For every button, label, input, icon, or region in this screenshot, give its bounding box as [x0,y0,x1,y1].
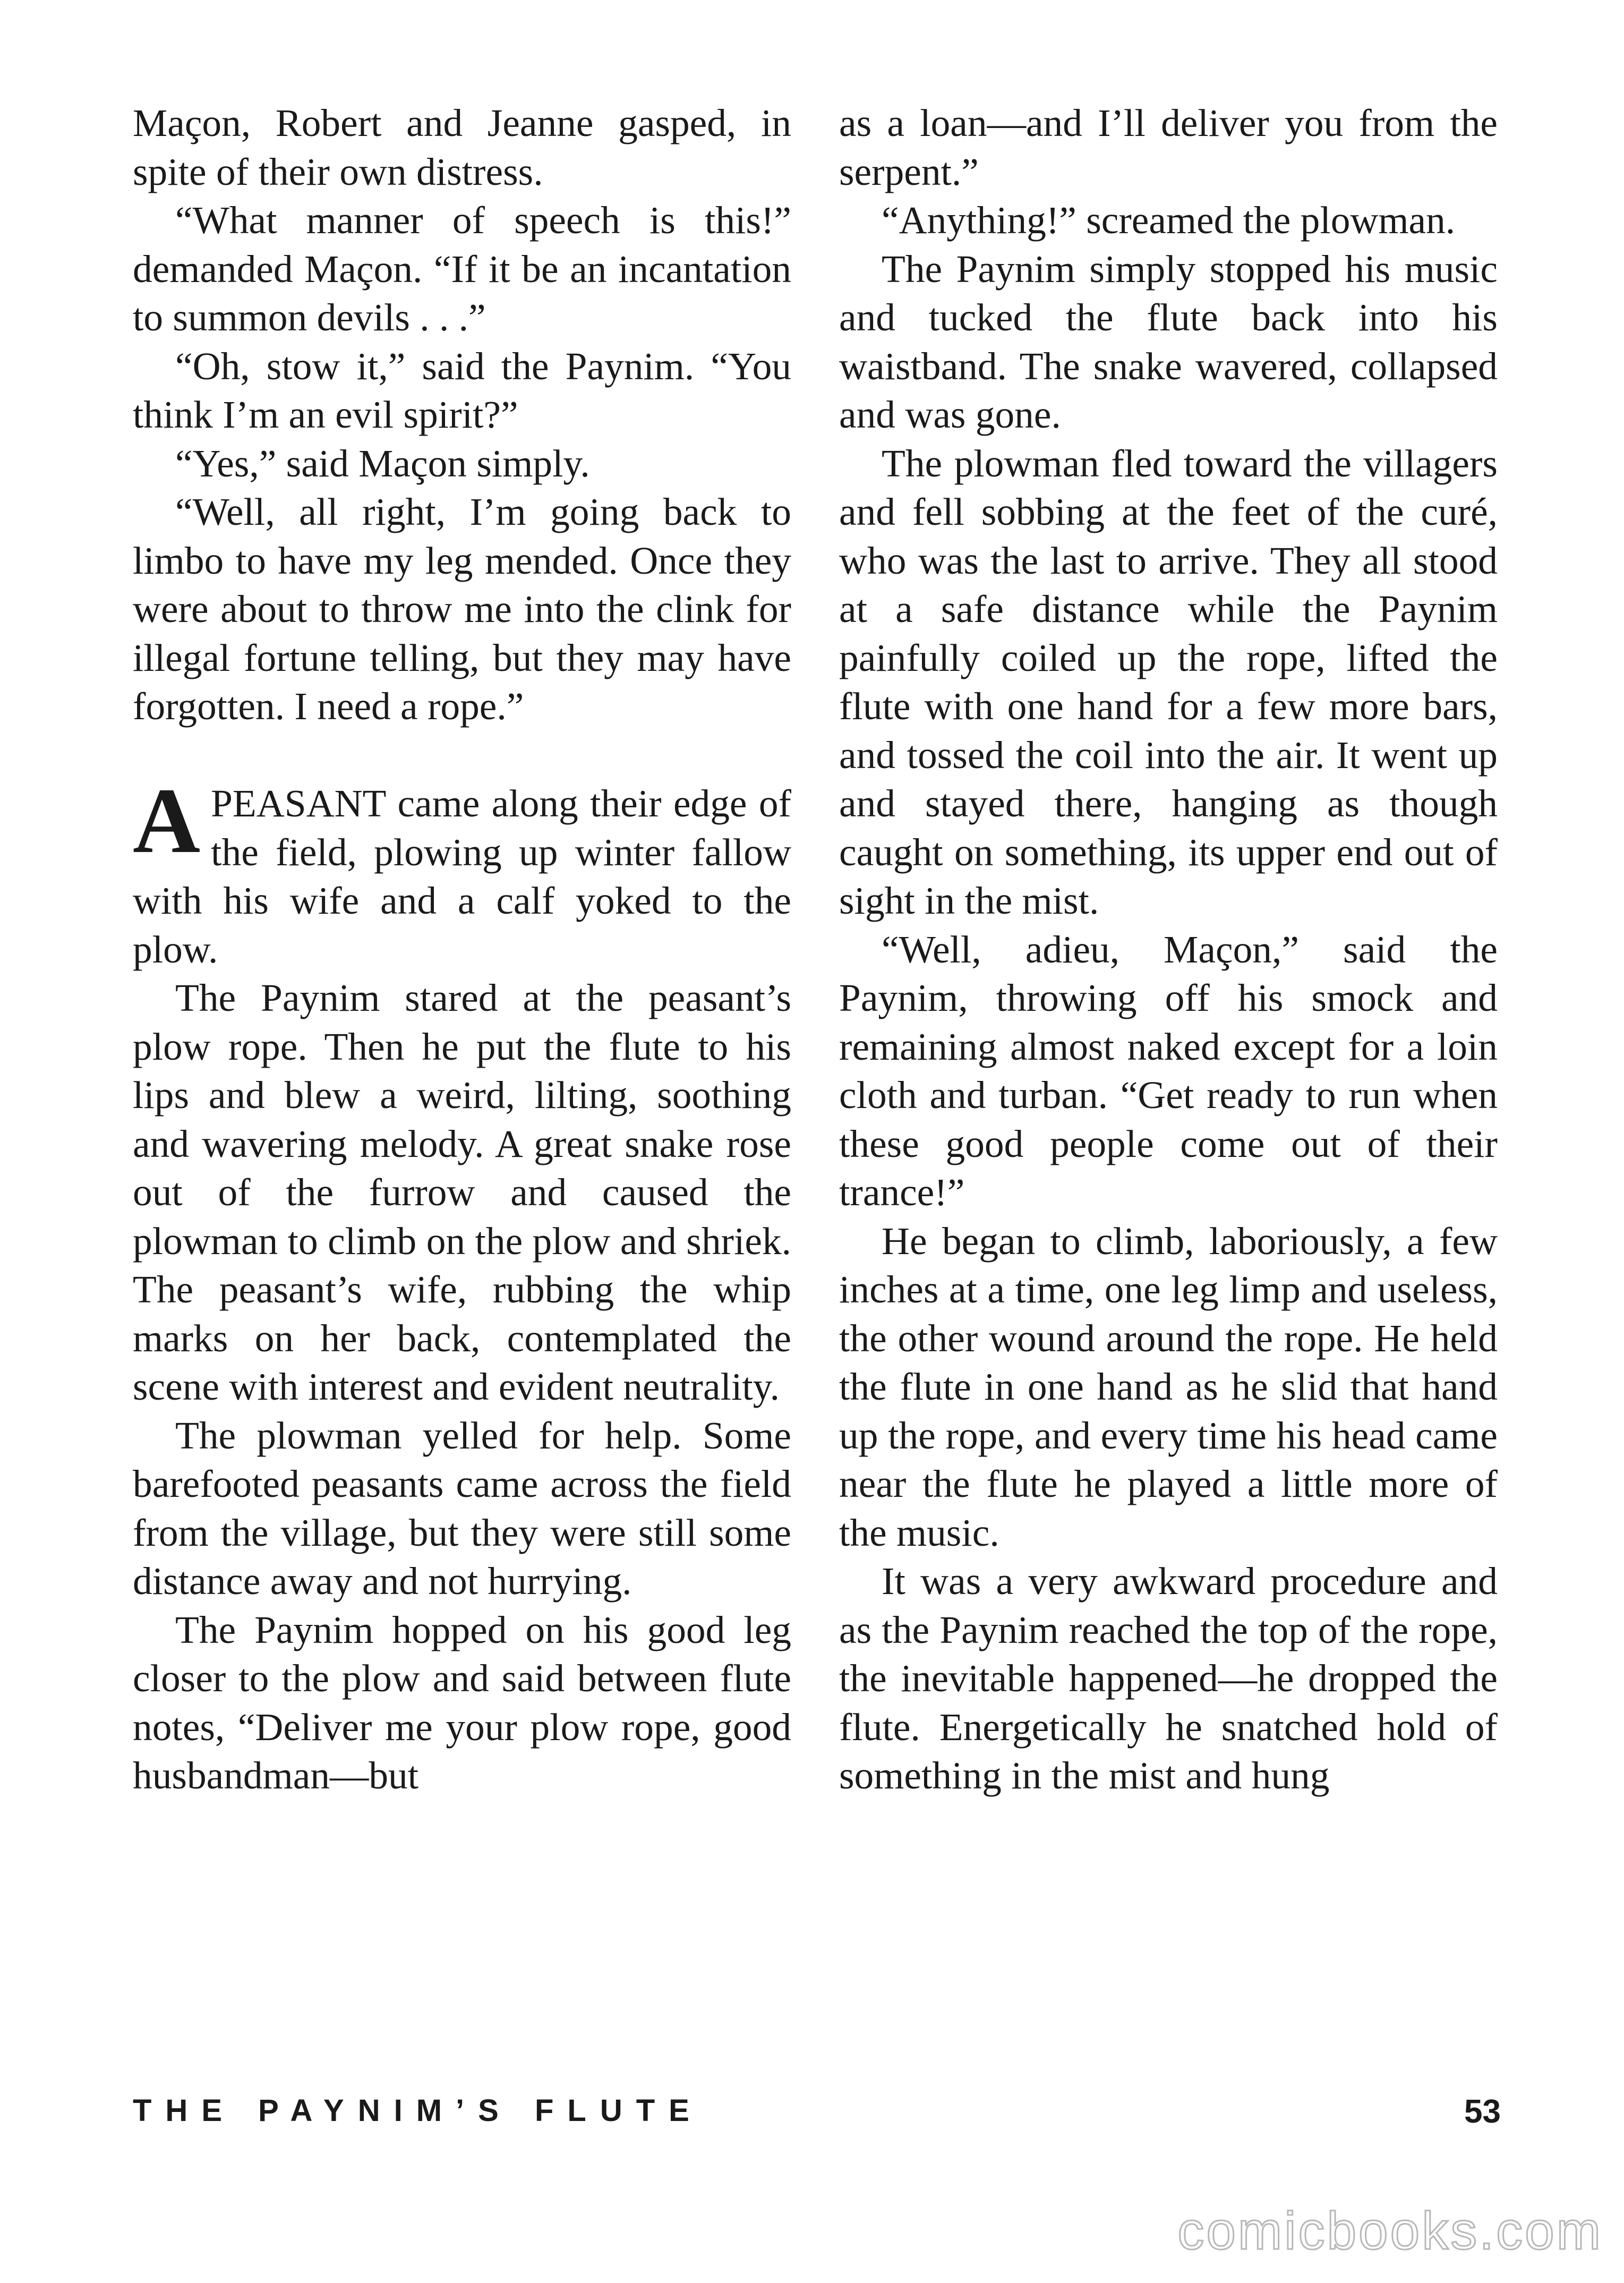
paragraph: The plowman yelled for help. Some barefooted peasants came across the field from the village, but they were still some distance away and not hurrying. [133,1413,791,1603]
paragraph-text: PEASANT came along their edge of the field, plowing up winter fallow with his wife and a calf yoked to the plow. [133,782,791,971]
paragraph: “What manner of speech is this!” demanded Maçon. “If it be an incantation to summon devils . . .” [133,199,791,339]
left-text-column [133,99,791,1800]
watermark: comicbooks.com [1177,2201,1603,2261]
paragraph: The Paynim stared at the peasant’s plow rope. Then he put the flute to his lips and blew a weird, lilting, soothing and wavering melody. A great snake rose out of the furrow and caused the plowman to climb on the plow and shriek. The peasant’s wife, rubbing the whip marks on her back, contemplated the scene with interest and evident neutrality. [133,976,791,1408]
paragraph: “Oh, stow it,” said the Paynim. “You think I’m an evil spirit?” [133,344,791,436]
section-opening-paragraph [133,769,791,974]
right-text-column [839,99,1498,1800]
paragraph: The plowman fled toward the villagers and fell sobbing at the feet of the curé, who was the last to arrive. They all stood at a safe distance while the Paynim painfully coiled up the rope, lifted the flute with one hand for a few more bars, and tossed the coil into the air. It went up and stayed there, hanging as though caught on something, its upper end out of sight in the mist. [839,441,1498,922]
paragraph: “Anything!” screamed the plowman. [882,199,1456,242]
paragraph: The Paynim simply stopped his music and tucked the flute back into his waistband. The snake wavered, collapsed and was gone. [839,247,1498,436]
paragraph: as a loan—and I’ll deliver you from the serpent.” [839,101,1498,193]
drop-cap: A [133,769,201,873]
paragraph: He began to climb, laboriously, a few inches at a time, one leg limp and useless, the other wound around the rope. He held the flute in one hand as he slid that hand up the rope, and every time his head came near the flute he played a little more of the music. [839,1219,1498,1554]
paragraph: “Well, all right, I’m going back to limbo to have my leg mended. Once they were about to throw me into the clink for illegal fortune telling, but they may have forgotten. I need a rope.” [133,490,791,728]
paragraph: The Paynim hopped on his good leg closer to the plow and said between flute notes, “Deliver me your plow rope, good husbandman—but [133,1608,791,1797]
paragraph: It was a very awkward procedure and as the Paynim reached the top of the rope, the inevitable happened—he dropped the flute. Energetically he snatched hold of something in the mist and hung [839,1560,1498,1797]
running-title: THE PAYNIM’S FLUTE [133,2093,703,2128]
paragraph: “Yes,” said Maçon simply. [175,441,590,485]
page-number: 53 [1464,2093,1501,2130]
paragraph: Maçon, Robert and Jeanne gasped, in spite of their own distress. [133,101,791,193]
paragraph: “Well, adieu, Maçon,” said the Paynim, throwing off his smock and remaining almost naked except for a loin cloth and turban. “Get ready to run when these good people come out of their trance!” [839,927,1498,1214]
